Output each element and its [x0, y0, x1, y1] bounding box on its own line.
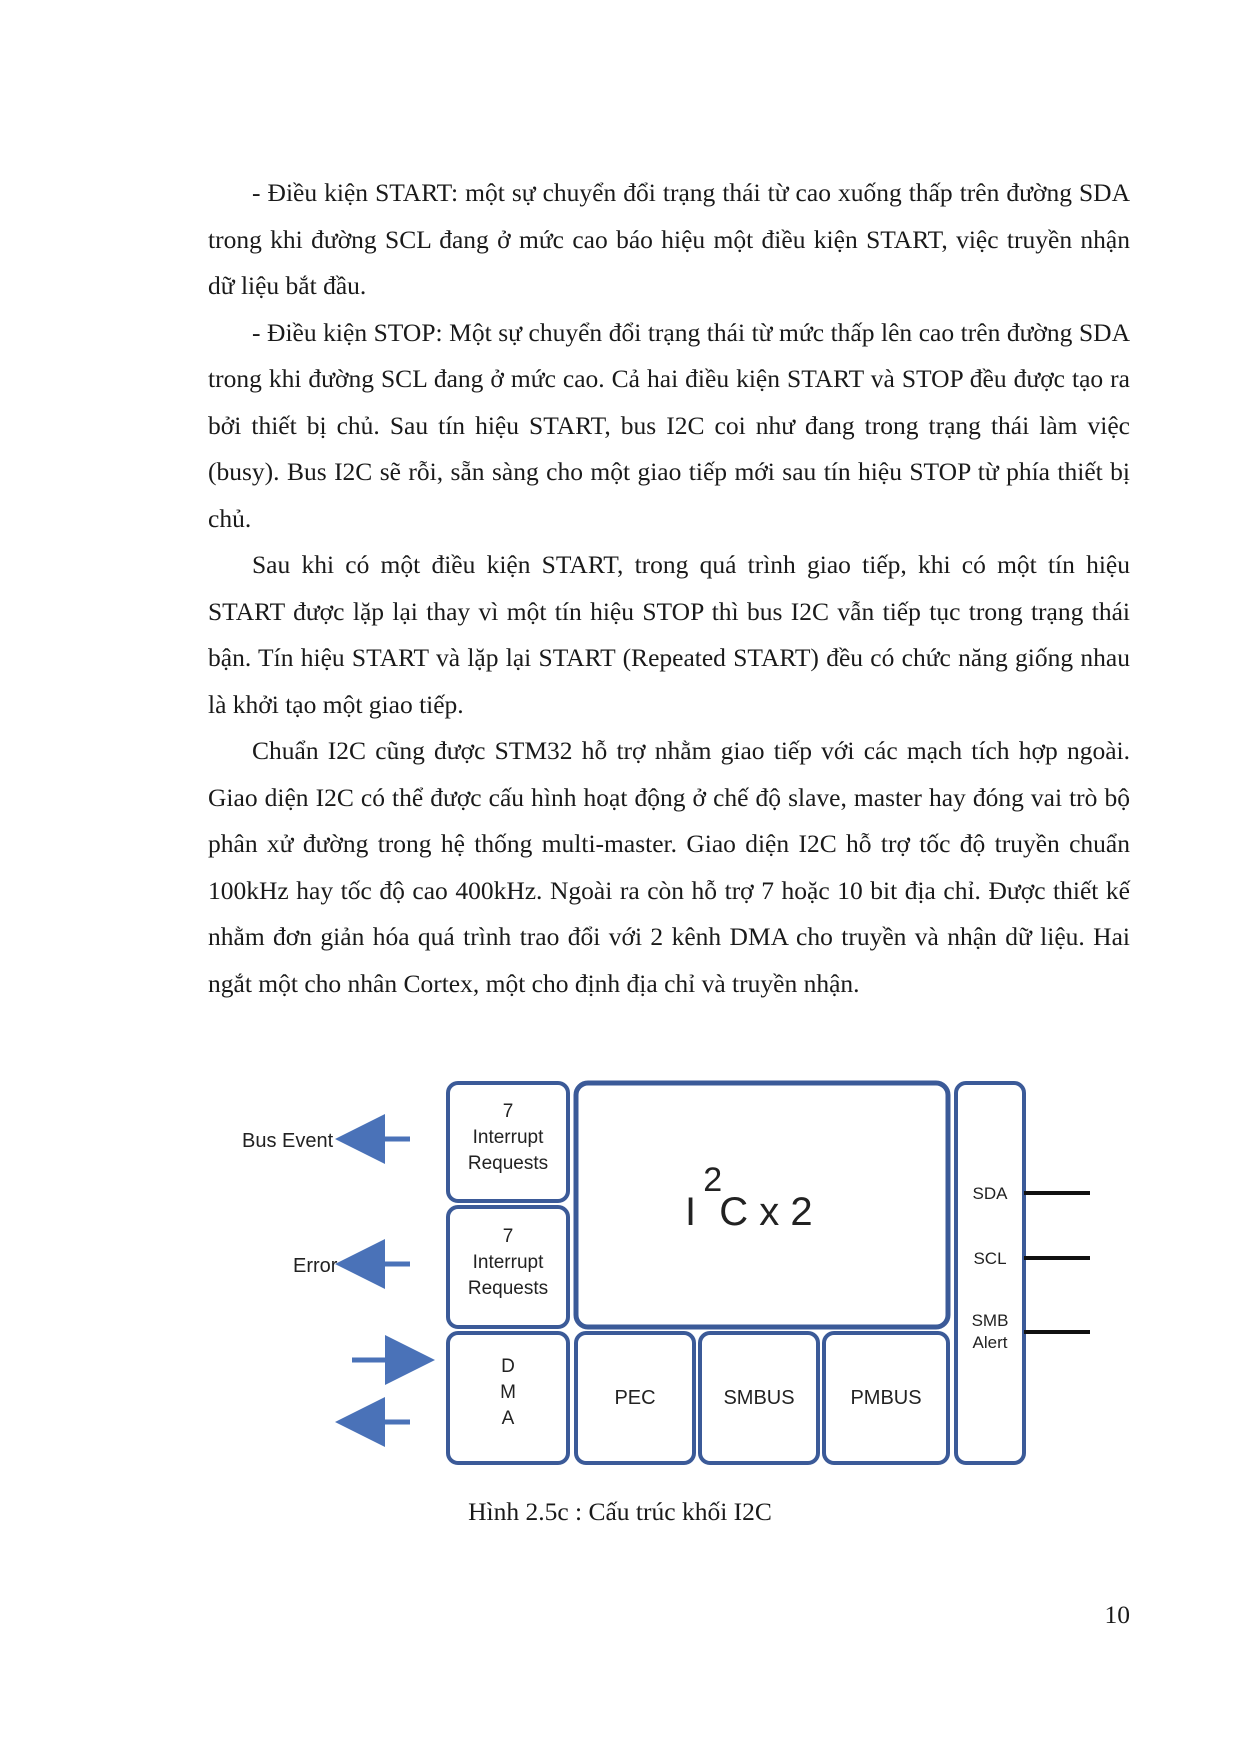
dma-letter-d: D [501, 1356, 515, 1377]
pmbus-label: PMBUS [850, 1387, 922, 1409]
interrupt-box-2-count: 7 [502, 1226, 514, 1247]
sda-pin-label: SDA [972, 1184, 1008, 1203]
page-number: 10 [1104, 1600, 1130, 1629]
interrupt-box-1-line3: Requests [467, 1153, 549, 1174]
i2c-title-rest: C x 2 [719, 1190, 813, 1234]
figure-caption: Hình 2.5c : Cấu trúc khối I2C [468, 1497, 772, 1526]
smb-alert-pin-label-1: SMB [971, 1311, 1009, 1330]
smb-alert-pin-label-2: Alert [972, 1333, 1008, 1352]
paragraph-stm32-i2c: Chuẩn I2C cũng được STM32 hỗ trợ nhằm giao tiếp với các mạch tích hợp ngoài. Giao diện I2C có thể được cấu hình hoạt động ở chế độ slave, master hay đóng vai trò bộ phân xử đường trong hệ thống multi-master. Giao diện I2C hỗ trợ tốc độ truyền chuẩn 100kHz hay tốc độ cao 400kHz. Ngoài ra còn hỗ trợ 7 hoặc 10 bit địa chỉ. Được thiết kế nhằm đơn giản hóa quá trình trao đổi với 2 kênh DMA cho truyền và nhận dữ liệu. Hai ngắt một cho nhân Cortex, một cho định địa chỉ và truyền nhận. [208, 736, 1130, 998]
pec-label: PEC [614, 1387, 656, 1409]
i2c-title-superscript: 2 [703, 1161, 723, 1199]
dma-letter-a: A [501, 1408, 515, 1429]
paragraph-repeated-start: Sau khi có một điều kiện START, trong quá trình giao tiếp, khi có một tín hiệu START được lặp lại thay vì một tín hiệu STOP thì bus I2C vẫn tiếp tục trong trạng thái bận. Tín hiệu START và lặp lại START (Repeated START) đều có chức năng giống nhau là khởi tạo một giao tiếp. [208, 550, 1130, 719]
interrupt-box-1-count: 7 [502, 1101, 514, 1122]
bus-event-label: Bus Event [242, 1130, 334, 1152]
body-text [208, 170, 1130, 1007]
i2c-title-base: I [685, 1190, 697, 1234]
paragraph-stop-condition: - Điều kiện STOP: Một sự chuyển đổi trạng thái từ mức thấp lên cao trên đường SDA trong khi đường SCL đang ở mức cao. Cả hai điều kiện START và STOP đều được tạo ra bởi thiết bị chủ. Sau tín hiệu START, bus I2C coi như đang trong trạng thái làm việc (busy). Bus I2C sẽ rỗi, sẵn sàng cho một giao tiếp mới sau tín hiệu STOP từ phía thiết bị chủ. [208, 317, 1130, 533]
paragraph-start-condition: - Điều kiện START: một sự chuyển đổi trạng thái từ cao xuống thấp trên đường SDA trong khi đường SCL đang ở mức cao báo hiệu một điều kiện START, việc truyền nhận dữ liệu bắt đầu. [208, 178, 1130, 300]
scl-pin-label: SCL [973, 1249, 1007, 1268]
interrupt-box-2-line3: Requests [467, 1278, 549, 1299]
pin-column [956, 1083, 1024, 1463]
dma-letter-m: M [500, 1382, 516, 1403]
i2c-block-diagram [230, 1075, 1100, 1470]
interrupt-box-2-line2: Interrupt [472, 1252, 544, 1273]
interrupt-box-1-line2: Interrupt [472, 1127, 544, 1148]
smbus-label: SMBUS [723, 1387, 795, 1409]
error-label: Error [293, 1255, 338, 1277]
